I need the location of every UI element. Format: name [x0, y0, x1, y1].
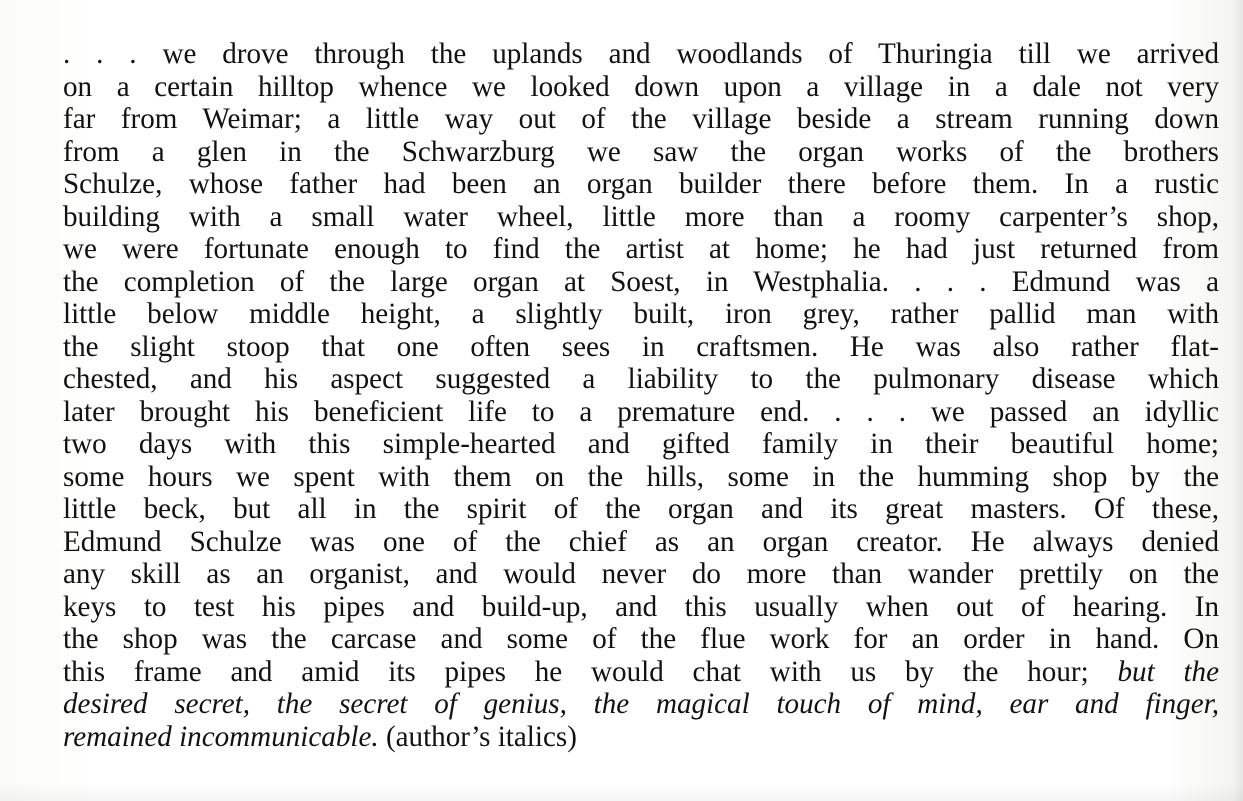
text-line: . . . we drove through the uplands and woodlands of Thuringia till we arrived — [63, 38, 1219, 70]
text-line: from a glen in the Schwarzburg we saw the organ works of the brothers — [63, 135, 1219, 168]
italic-text-line: desired secret, the secret of genius, the magical touch of mind, ear and finger, — [63, 688, 1219, 720]
text-line: little beck, but all in the spirit of the organ and its great masters. Of these, — [63, 493, 1219, 525]
text-line — [63, 721, 1219, 754]
text-line: we were fortunate enough to find the artist at home; he had just returned from — [63, 233, 1219, 265]
text-line: the completion of the large organ at Soest, in Westphalia. . . . Edmund was a — [63, 265, 1219, 298]
text-line: any skill as an organist, and would never do more than wander prettily on the — [63, 558, 1219, 590]
text-line: keys to test his pipes and build-up, and this usually when out of hearing. In — [63, 590, 1219, 623]
page-bottom-shadow — [0, 783, 1243, 801]
text-line: later brought his beneficient life to a premature end. . . . we passed an idyllic — [63, 395, 1219, 428]
text-line: two days with this simple-hearted and gifted family in their beautiful home; — [63, 428, 1219, 460]
text-line: far from Weimar; a little way out of the village beside a stream running down — [63, 103, 1219, 135]
text-line: building with a small water wheel, little more than a roomy carpenter’s shop, — [63, 200, 1219, 233]
text-line: chested, and his aspect suggested a liability to the pulmonary disease which — [63, 363, 1219, 395]
quoted-passage — [63, 38, 1219, 753]
text-line: the slight stoop that one often sees in craftsmen. He was also rather flat- — [63, 330, 1219, 363]
page-edge-shadow — [1233, 0, 1243, 801]
roman-text: this frame and amid its pipes he would chat with us by the hour; — [63, 655, 1089, 688]
author-note: (author’s italics) — [385, 720, 577, 753]
text-line: on a certain hilltop whence we looked down upon a village in a dale not very — [63, 70, 1219, 103]
text-line: the shop was the carcase and some of the flue work for an order in hand. On — [63, 623, 1219, 655]
text-line — [63, 656, 1219, 689]
text-line: Edmund Schulze was one of the chief as an organ creator. He always denied — [63, 525, 1219, 558]
italic-text: but the — [1117, 655, 1219, 688]
text-line: little below middle height, a slightly built, iron grey, rather pallid man with — [63, 298, 1219, 330]
italic-text: remained incommunicable. — [63, 720, 379, 753]
text-line: some hours we spent with them on the hills, some in the humming shop by the — [63, 460, 1219, 493]
text-line: Schulze, whose father had been an organ builder there before them. In a rustic — [63, 168, 1219, 200]
